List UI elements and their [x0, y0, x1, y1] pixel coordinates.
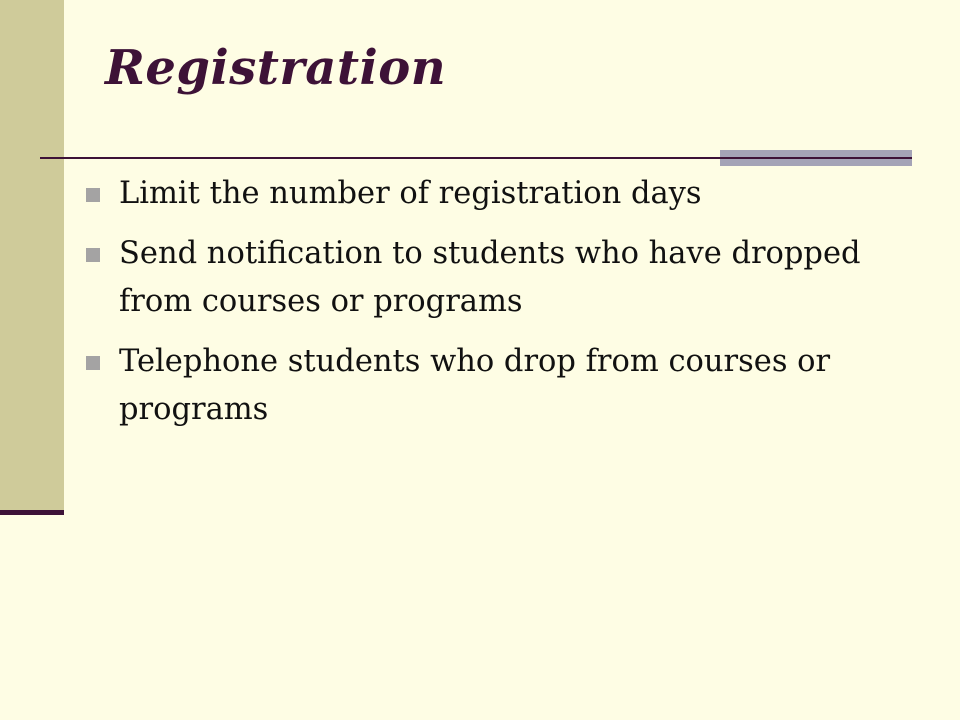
square-bullet-icon [86, 188, 100, 202]
square-bullet-icon [86, 356, 100, 370]
title-divider-accent-lower [720, 159, 912, 166]
left-accent-bar [0, 0, 64, 512]
bullet-text: Telephone students who drop from courses or programs [119, 344, 831, 427]
title-divider-accent-upper [720, 150, 912, 157]
bullet-text: Send notification to students who have dropped from courses or programs [119, 236, 861, 319]
title-divider-line [40, 157, 720, 159]
square-bullet-icon [86, 248, 100, 262]
bullet-list [86, 170, 886, 446]
bullet-item [86, 230, 886, 326]
slide-title: Registration [105, 40, 447, 96]
bullet-text: Limit the number of registration days [119, 176, 702, 211]
bullet-item [86, 338, 886, 434]
left-accent-bar-cap [0, 510, 64, 515]
bullet-item [86, 170, 886, 218]
